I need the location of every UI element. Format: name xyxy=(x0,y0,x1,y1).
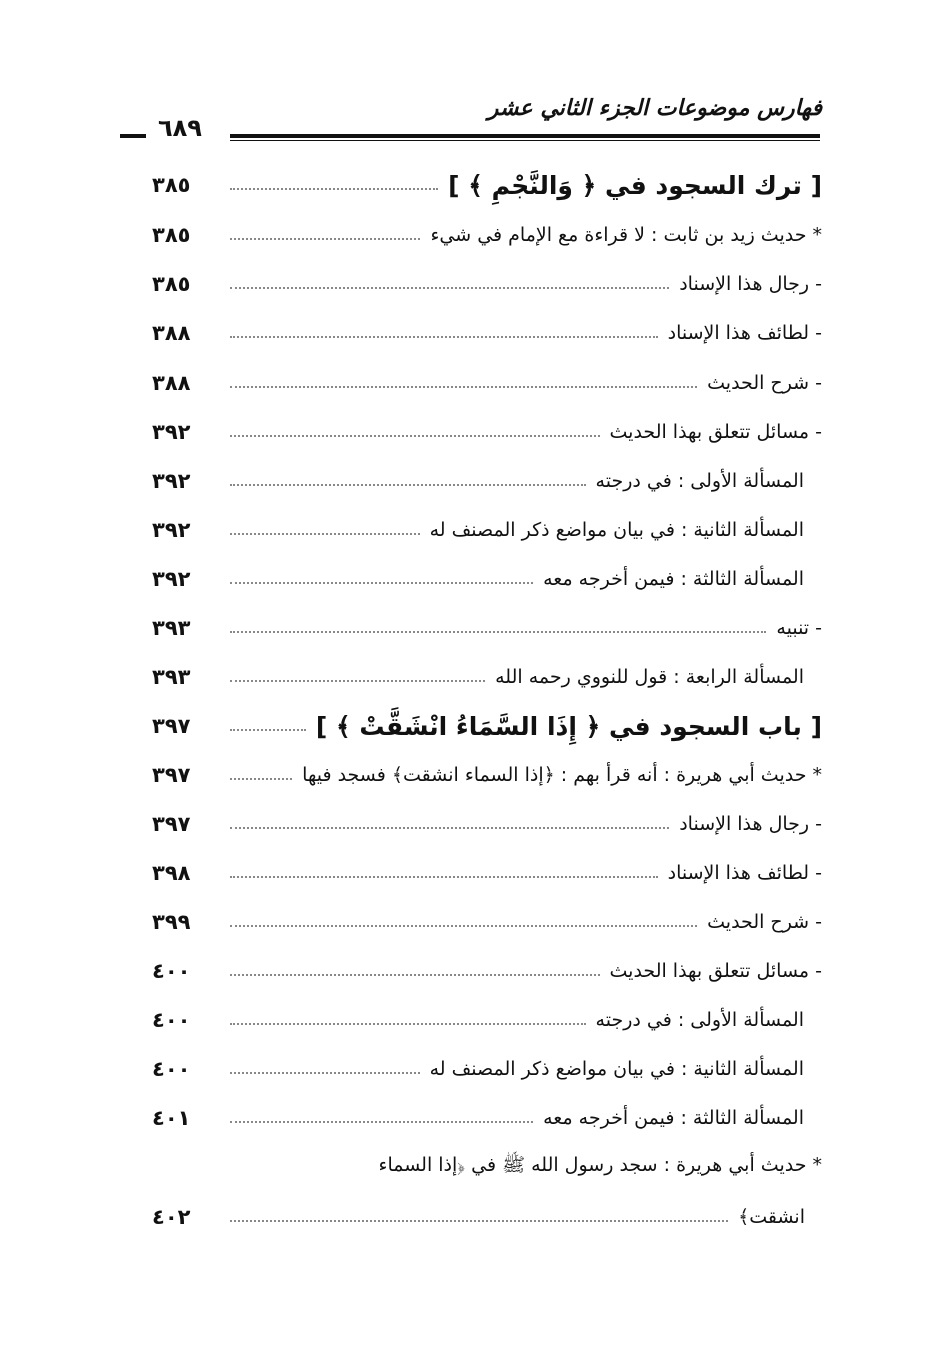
toc-page-number: ٣٩٣ xyxy=(152,616,191,640)
toc-page-number: ٣٨٨ xyxy=(152,321,191,345)
dot-leader xyxy=(230,188,438,190)
toc-entry xyxy=(120,267,822,301)
toc-page-number: ٣٩٢ xyxy=(152,420,191,444)
toc-entry-text: المسألة الرابعة : قول للنووي رحمه الله xyxy=(495,666,804,688)
toc-entry xyxy=(120,218,822,252)
header-rule-thin xyxy=(230,140,820,141)
dot-leader xyxy=(230,680,485,682)
toc-page-number: ٤٠٢ xyxy=(152,1205,191,1229)
dot-leader xyxy=(230,778,292,780)
toc-entry-text: * حديث أبي هريرة : سجد رسول الله ﷺ في ﴿إذا السماء xyxy=(378,1154,822,1176)
toc-page-number: ٣٨٥ xyxy=(152,272,191,296)
toc-page-number: ٣٩٢ xyxy=(152,518,191,542)
dot-leader xyxy=(230,287,669,289)
dot-leader xyxy=(230,238,420,240)
header-rule-left xyxy=(120,134,146,138)
header-rule-thick xyxy=(230,134,820,138)
toc-heading-text: [ ترك السجود في ﴿ وَالنَّجْمِ ﴾ ] xyxy=(448,170,822,200)
toc-entry xyxy=(120,1200,805,1234)
dot-leader xyxy=(230,925,697,927)
toc-entry-text: المسألة الثانية : في بيان مواضع ذكر المصنف له xyxy=(429,519,804,541)
toc-entry xyxy=(120,1003,822,1037)
toc-entry-text: - مسائل تتعلق بهذا الحديث xyxy=(609,421,822,443)
toc-entry-line-1 xyxy=(240,1150,822,1184)
dot-leader xyxy=(230,1220,728,1222)
toc-page-number: ٣٩٧ xyxy=(152,714,191,738)
toc-heading xyxy=(120,168,822,202)
toc-page-number: ٣٩٧ xyxy=(152,812,191,836)
toc-page-number: ٣٩٢ xyxy=(152,567,191,591)
toc-entry xyxy=(120,1052,822,1086)
dot-leader xyxy=(230,974,600,976)
dot-leader xyxy=(230,336,658,338)
toc-entry xyxy=(120,856,822,890)
toc-entry xyxy=(120,758,822,792)
toc-page-number: ٣٩٧ xyxy=(152,763,191,787)
toc-entry xyxy=(120,562,822,596)
page-number: ٦٨٩ xyxy=(158,114,202,142)
toc-heading-text: [ باب السجود في ﴿ إِذَا السَّمَاءُ انْشَقَّتْ ﴾ ] xyxy=(315,711,822,741)
dot-leader xyxy=(230,533,420,535)
toc-entry-text: - لطائف هذا الإسناد xyxy=(667,322,822,344)
toc-page-number: ٣٩٨ xyxy=(152,861,191,885)
toc-heading xyxy=(120,709,822,743)
toc-entry-text: المسألة الثالثة : فيمن أخرجه معه xyxy=(543,568,804,590)
toc-entry xyxy=(120,807,822,841)
toc-entry-text: المسألة الثالثة : فيمن أخرجه معه xyxy=(543,1107,804,1129)
toc-entry-text: - شرح الحديث xyxy=(707,372,822,394)
toc-page-number: ٤٠٠ xyxy=(152,959,191,983)
toc-entry-text: المسألة الثانية : في بيان مواضع ذكر المصنف له xyxy=(429,1058,804,1080)
toc-entry xyxy=(120,513,822,547)
toc-page-number: ٣٨٨ xyxy=(152,371,191,395)
toc-entry-text: - تنبيه xyxy=(776,617,822,639)
toc-entry-text: * حديث زيد بن ثابت : لا قراءة مع الإمام في شيء xyxy=(430,224,822,246)
dot-leader xyxy=(230,827,669,829)
dot-leader xyxy=(230,1072,420,1074)
toc-entry-text: - شرح الحديث xyxy=(707,911,822,933)
dot-leader xyxy=(230,484,586,486)
dot-leader xyxy=(230,1121,533,1123)
toc-page-number: ٣٩٣ xyxy=(152,665,191,689)
toc-entry-text: انشقت﴾ xyxy=(738,1206,805,1228)
toc-entry xyxy=(120,1101,822,1135)
toc-entry xyxy=(120,415,822,449)
toc-page-number: ٣٨٥ xyxy=(152,223,191,247)
toc-entry-text: - لطائف هذا الإسناد xyxy=(667,862,822,884)
toc-entry-text: - رجال هذا الإسناد xyxy=(679,273,822,295)
dot-leader xyxy=(230,876,658,878)
toc-entry xyxy=(120,464,822,498)
dot-leader xyxy=(230,1023,586,1025)
toc-entry xyxy=(120,905,822,939)
toc-entry-text: * حديث أبي هريرة : أنه قرأ بهم : ﴿إذا السماء انشقت﴾ فسجد فيها xyxy=(302,764,822,786)
dot-leader xyxy=(230,582,533,584)
toc-entry xyxy=(120,954,822,988)
dot-leader xyxy=(230,435,600,437)
toc-entry-text: المسألة الأولى : في درجته xyxy=(595,1009,804,1031)
running-head: فهارس موضوعات الجزء الثاني عشر xyxy=(487,96,822,121)
toc-entry xyxy=(120,611,822,645)
toc-entry-text: - رجال هذا الإسناد xyxy=(679,813,822,835)
dot-leader xyxy=(230,729,306,731)
toc-entry-text: المسألة الأولى : في درجته xyxy=(595,470,804,492)
toc-entry-text: - مسائل تتعلق بهذا الحديث xyxy=(609,960,822,982)
toc-entry xyxy=(120,316,822,350)
toc-page-number: ٣٩٩ xyxy=(152,910,191,934)
toc-page-number: ٤٠٠ xyxy=(152,1008,191,1032)
toc-page-number: ٤٠١ xyxy=(152,1106,191,1130)
toc-entry xyxy=(120,366,822,400)
toc-page-number: ٣٨٥ xyxy=(152,173,191,197)
toc-page-number: ٤٠٠ xyxy=(152,1057,191,1081)
dot-leader xyxy=(230,386,697,388)
toc-page-number: ٣٩٢ xyxy=(152,469,191,493)
dot-leader xyxy=(230,631,766,633)
toc-entry xyxy=(120,660,822,694)
